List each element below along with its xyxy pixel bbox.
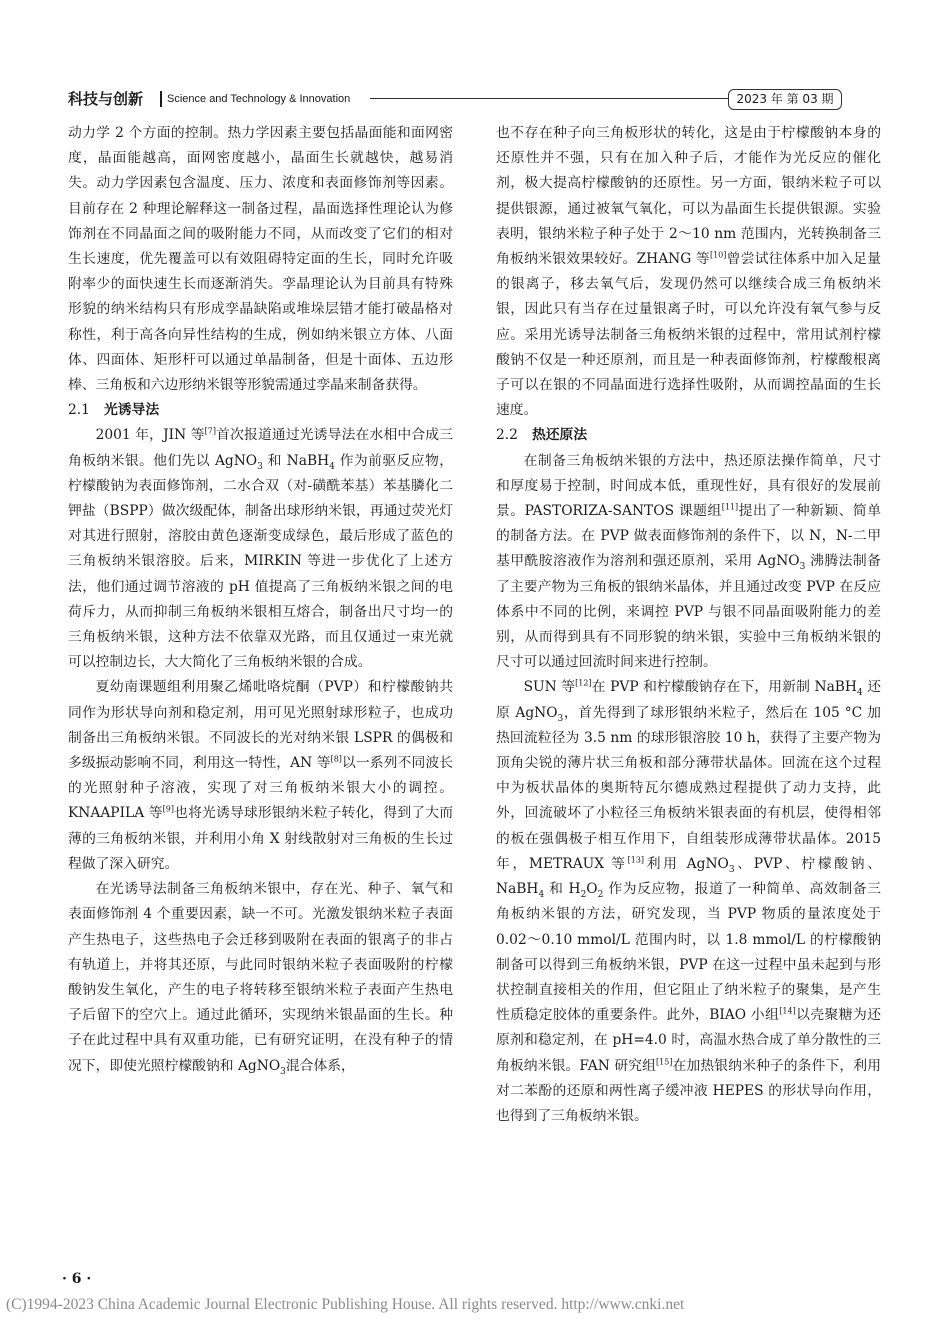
left-column	[68, 121, 453, 1079]
paragraph: 在制备三角板纳米银的方法中，热还原法操作简单，尺寸和厚度易于控制，时间成本低，重现性好，具有很好的发展前景。PASTORIZA-SANTOS 课题组[11]提出了一种新颖、简单的制备方法。在 PVP 做表面修饰剂的条件下，以 N，N-二甲基甲酰胺溶液作为溶剂和强还原剂，采用 AgNO$_3$ 沸腾法制备了主要产物为三角板的银纳米晶体，并且通过改变 PVP 在反应体系中不同的比例，来调控 PVP 与银不同晶面吸附能力的差别，从而得到具有不同形貌的纳米银，实验中三角板纳米银的尺寸可以通过回流时间来进行控制。	[496, 452, 882, 671]
paragraph: 也不存在种子向三角板形状的转化，这是由于柠檬酸钠本身的还原性并不强，只有在加入种子后，才能作为光反应的催化剂，极大提高柠檬酸钠的还原性。另一方面，银纳米粒子可以提供银源，通过被氧气氧化，可以为晶面生长提供银源。实验表明，银纳米粒子种子处于 2～10 nm 范围内，光转换制备三角板纳米银效果较好。ZHANG 等[10]曾尝试往体系中加入足量的银离子，移去氧气后，发现仍然可以继续合成三角板纳米银，因此只有当存在过量银离子时，可以允许没有氧气参与反应。采用光诱导法制备三角板纳米银的过程中，常用试剂柠檬酸钠不仅是一种还原剂，而且是一种表面修饰剂，柠檬酸根离子可以在银的不同晶面进行选择性吸附，从而调控晶面的生长速度。	[496, 125, 882, 419]
section-number: 2.1	[68, 402, 90, 419]
paragraph: 在光诱导法制备三角板纳米银中，存在光、种子、氧气和表面修饰剂 4 个重要因素，缺一不可。光激发银纳米粒子表面产生热电子，这些热电子会迁移到吸附在表面的银离子的非占有轨道上，并将其还原，与此同时银纳米粒子表面吸附的柠檬酸钠发生氧化，产生的电子将转移至银纳米粒子表面产生热电子后留下的空穴上。通过此循环，实现纳米银晶面的生长。种子在此过程中具有双重功能，已有研究证明，在没有种子的情况下，即使光照柠檬酸钠和 AgNO$_3$混合体系，	[68, 881, 453, 1077]
paragraph: 夏幼南课题组利用聚乙烯吡咯烷酮（PVP）和柠檬酸钠共同作为形状导向剂和稳定剂，用可见光照射球形粒子，也成功制备出三角板纳米银。不同波长的光对纳米银 LSPR 的偶极和多级振动影响不同，利用这一特性，AN 等[8]以一系列不同波长的光照射种子溶液，实现了对三角板纳米银大小的调控。KNAAPILA 等[9]也将光诱导球形银纳米粒子转化，得到了大而薄的三角板纳米银，并利用小角 X 射线散射对三角板的生长过程做了深入研究。	[68, 679, 454, 872]
issue-label: 2023 年 第 03 期	[728, 89, 842, 110]
citation: [14]	[779, 1006, 796, 1016]
citation: [13]	[627, 855, 645, 865]
section-heading-2-2	[496, 423, 881, 448]
section-heading-2-1	[68, 398, 453, 423]
citation: [9]	[162, 804, 174, 814]
citation: [7]	[204, 426, 216, 436]
running-header	[68, 88, 868, 112]
header-rule	[370, 98, 728, 99]
citation: [12]	[575, 678, 592, 688]
citation: [10]	[709, 250, 727, 260]
header-divider	[160, 91, 162, 107]
paragraph: 2001 年，JIN 等[7]首次报道通过光诱导法在水相中合成三角板纳米银。他们先以 AgNO$_3$ 和 NaBH$_4$ 作为前驱反应物，柠檬酸钠为表面修饰剂，二水合双（对-磺酰苯基）苯基膦化二钾盐（BSPP）做次级配体，制备出球形纳米银，再通过荧光灯对其进行照射，溶胶由黄色逐渐变成绿色，最后形成了蓝色的三角板纳米银溶胶。后来，MIRKIN 等进一步优化了上述方法，他们通过调节溶液的 pH 值提高了三角板纳米银之间的电荷斥力，从而抑制三角板纳米银相互熔合，制备出尺寸均一的三角板纳米银，这种方法不依靠双光路，而且仅通过一束光就可以控制边长，大大简化了三角板纳米银的合成。	[68, 426, 454, 671]
journal-title-en: Science and Technology & Innovation	[167, 93, 351, 105]
journal-title-cn: 科技与创新	[68, 90, 144, 108]
section-number: 2.2	[496, 427, 518, 444]
page-number: · 6 ·	[62, 1271, 92, 1287]
citation: [8]	[330, 754, 342, 764]
copyright-notice: (C)1994-2023 China Academic Journal Electronic Publishing House. All rights reserved. http://www.cnki.net	[6, 1296, 685, 1313]
paragraph: SUN 等[12]在 PVP 和柠檬酸钠存在下，用新制 NaBH$_4$ 还原 AgNO$_3$，首先得到了球形银纳米粒子，然后在 105 °C 加热回流粒径为 3.5 nm 的球形银溶胶 10 h，获得了主要产物为顶角尖锐的薄片状三角板和部分薄带状晶体。回流在这个过程中为板状晶体的奥斯特瓦尔德成熟过程提供了动力支持，此外，回流破坏了小粒径三角板纳米银表面的有机层，使得相邻的板在强偶极子相互作用下，自组装形成薄带状晶体。2015 年，METRAUX 等[13]利用 AgNO$_3$、PVP、柠檬酸钠、NaBH$_4$ 和 $H_2O_2$ 作为反应物，报道了一种简单、高效制备三角板纳米银的方法，研究发现，当 PVP 物质的量浓度处于 0.02～0.10 mmol/L 范围内时，以 1.8 mmol/L 的柠檬酸钠制备可以得到三角板纳米银，PVP 在这一过程中虽未起到与形状控制直接相关的作用，但它阻止了纳米粒子的聚集，是产生性质稳定胶体的重要条件。此外，BIAO 小组[14]以壳聚糖为还原剂和稳定剂，在 pH=4.0 时，高温水热合成了单分散性的三角板纳米银。FAN 研究组[15]在加热银纳米种子的条件下，利用对二苯酚的还原和两性离子缓冲液 HEPES 的形状导向作用，也得到了三角板纳米银。	[496, 678, 881, 1124]
section-title: 光诱导法	[103, 402, 160, 419]
section-title: 热还原法	[531, 427, 588, 444]
paragraph: 动力学 2 个方面的控制。热力学因素主要包括晶面能和面网密度，晶面能越高，面网密度越小，晶面生长就越快，越易消失。动力学因素包含温度、压力、浓度和表面修饰剂等因素。目前存在 2 种理论解释这一制备过程，晶面选择性理论认为修饰剂在不同晶面之间的吸附能力不同，从而改变了它们的相对生长速度，优先覆盖可以有效阻碍特定面的生长，同时允许吸附率少的面快速生长而逐渐消失。孪晶理论认为目前具有特殊形貌的纳米结构只有形成孪晶缺陷或堆垛层错才能打破晶格对称性，利于高各向异性结构的生成，例如纳米银立方体、八面体、四面体、矩形杆可以通过单晶制备，但是十面体、五边形棒、三角板和六边形纳米银等形貌需通过孪晶来制备获得。	[68, 125, 453, 394]
citation: [15]	[656, 1056, 673, 1066]
right-column	[496, 121, 881, 1129]
citation: [11]	[721, 502, 739, 512]
